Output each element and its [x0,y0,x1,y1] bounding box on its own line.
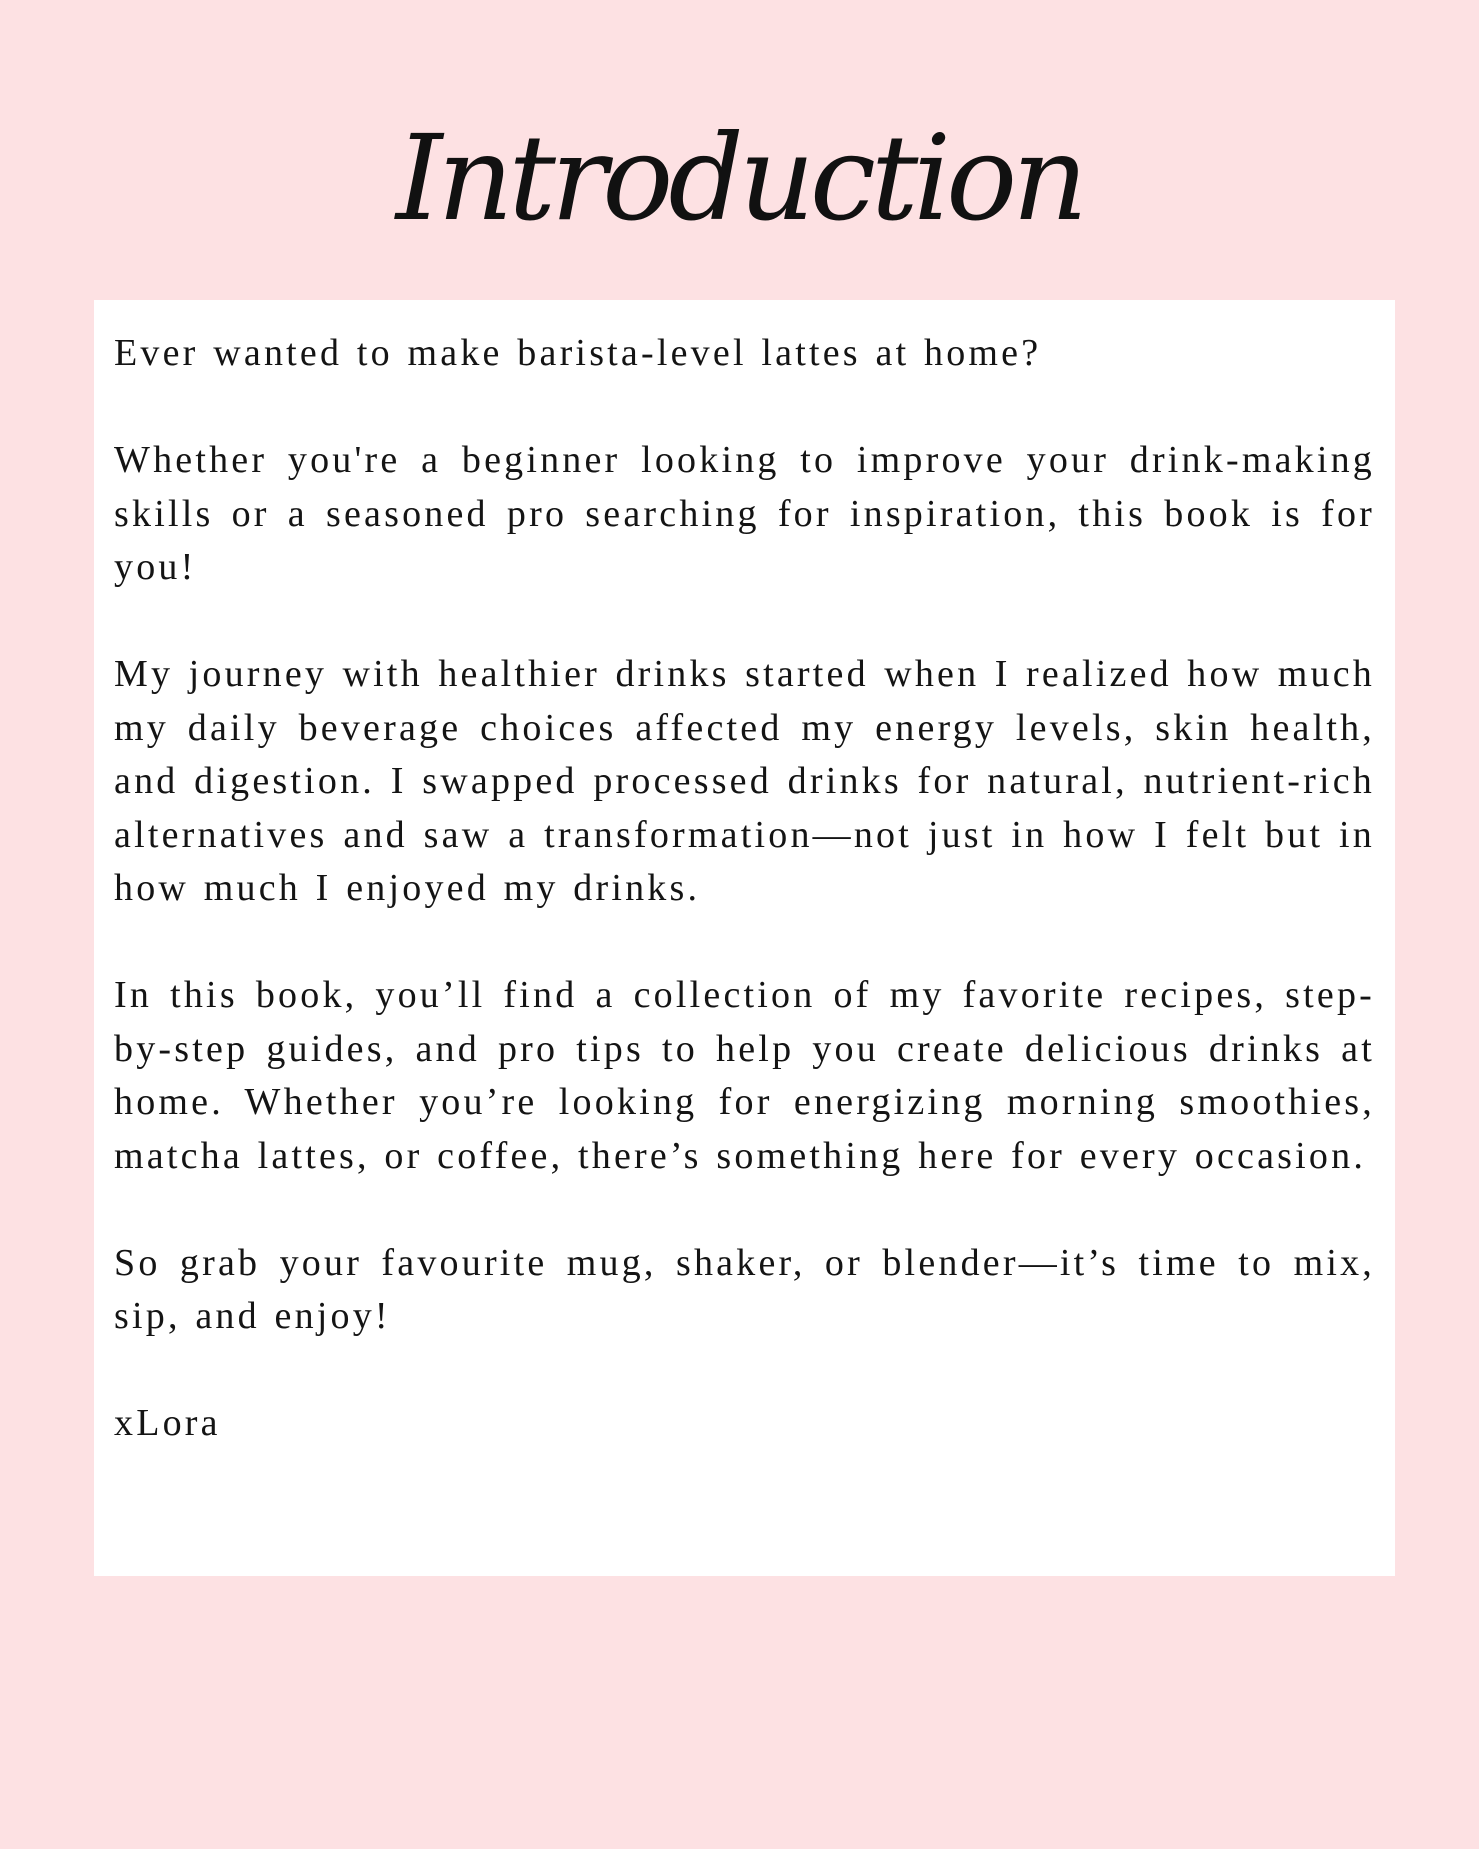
intro-paragraph-1: Ever wanted to make barista-level lattes at home? [114,332,1042,374]
intro-paragraph-5: So grab your favourite mug, shaker, or blender—it’s time to mix, sip, and enjoy! [114,1241,1375,1337]
intro-paragraph-3: My journey with healthier drinks started when I realized how much my daily beverage choices affected my energy levels, skin health, and digestion. I swapped processed drinks for natural, nutrient-rich alternatives and saw a transformation—not just in how I felt but in how much I enjoyed my drinks. [114,653,1375,909]
author-signoff: xLora [114,1402,221,1444]
page-title: Introduction [395,109,1084,247]
intro-text-panel [94,300,1395,1576]
intro-paragraph-2: Whether you're a beginner looking to improve your drink-making skills or a seasoned pro searching for inspiration, this book is for you! [114,439,1375,588]
intro-paragraph-4: In this book, you’ll find a collection of my favorite recipes, step-by-step guides, and pro tips to help you create delicious drinks at home. Whether you’re looking for energizing morning smoothies, matcha lattes, or coffee, there’s something here for every occasion. [114,974,1375,1177]
